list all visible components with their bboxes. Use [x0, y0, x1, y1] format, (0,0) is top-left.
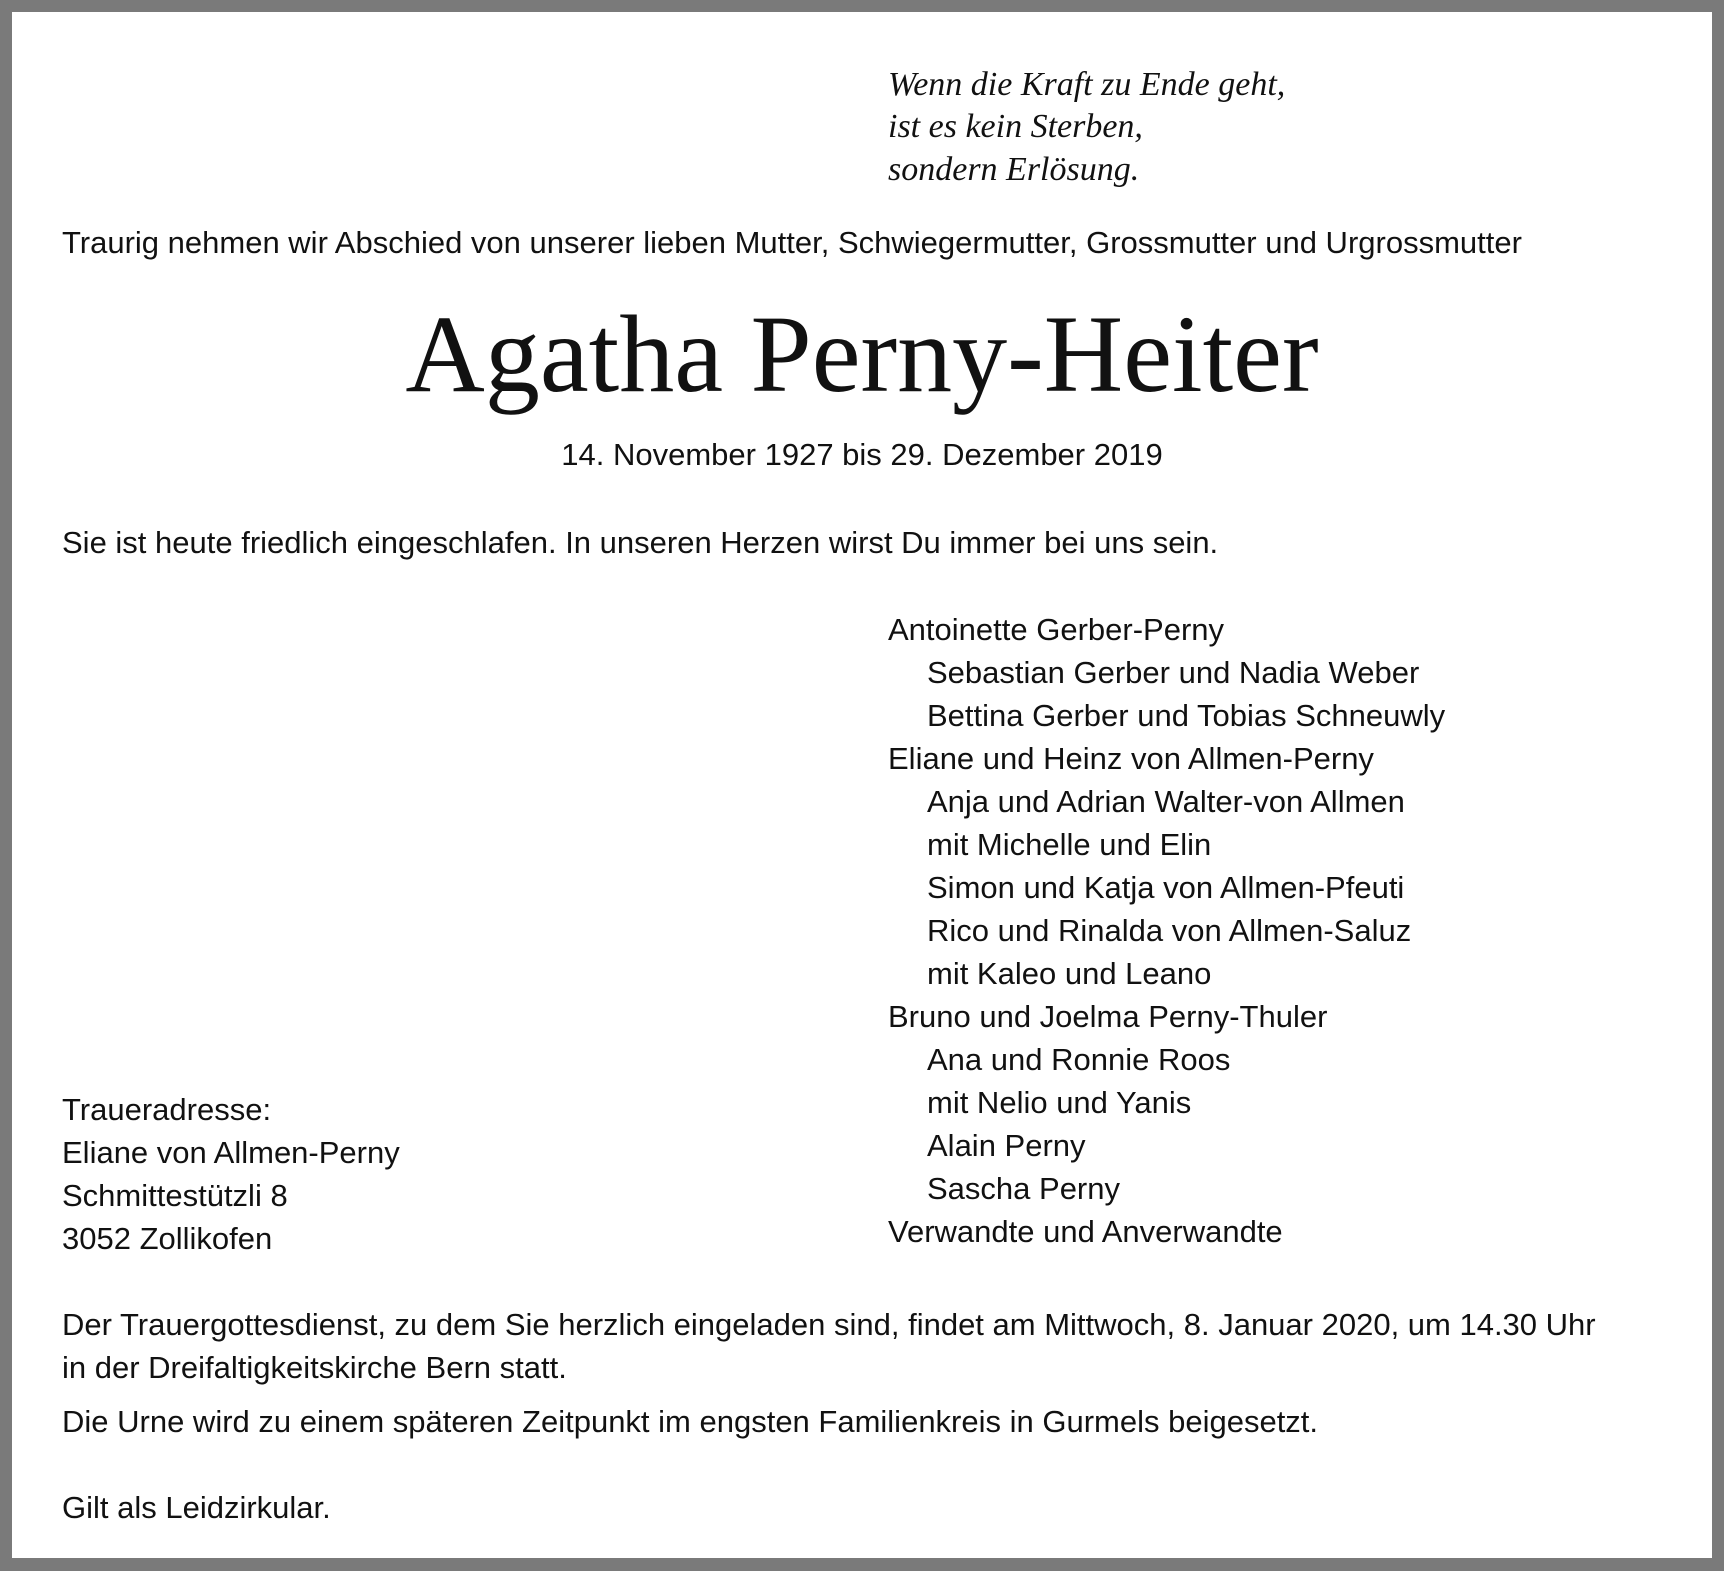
statement-text: Sie ist heute friedlich eingeschlafen. In unseren Herzen wirst Du immer bei uns sein.	[62, 525, 1219, 560]
family-member: Rico und Rinalda von Allmen-Saluz	[927, 913, 1412, 948]
address-line: 3052 Zollikofen	[62, 1221, 273, 1256]
family-member: Sascha Perny	[927, 1171, 1120, 1206]
family-member: mit Kaleo und Leano	[927, 956, 1212, 991]
family-member: Verwandte und Anverwandte	[888, 1214, 1283, 1249]
quote-line: ist es kein Sterben,	[888, 108, 1143, 145]
obituary-notice	[12, 12, 1712, 1558]
address-line: Eliane von Allmen-Perny	[62, 1135, 400, 1170]
family-member: mit Michelle und Elin	[927, 827, 1212, 862]
family-member: Antoinette Gerber-Perny	[888, 612, 1225, 647]
quote-line: Wenn die Kraft zu Ende geht,	[888, 66, 1286, 103]
family-member: Eliane und Heinz von Allmen-Perny	[888, 741, 1374, 776]
deceased-name: Agatha Perny-Heiter	[405, 293, 1319, 415]
family-member: Alain Perny	[927, 1128, 1086, 1163]
family-member: Bettina Gerber und Tobias Schneuwly	[927, 698, 1446, 733]
address-label: Traueradresse:	[62, 1092, 272, 1127]
family-member: mit Nelio und Yanis	[927, 1085, 1192, 1120]
family-member: Sebastian Gerber und Nadia Weber	[927, 655, 1420, 690]
intro-text: Traurig nehmen wir Abschied von unserer lieben Mutter, Schwiegermutter, Grossmutter und Urgrossmutter	[62, 225, 1522, 260]
family-member: Simon und Katja von Allmen-Pfeuti	[927, 870, 1405, 905]
life-dates: 14. November 1927 bis 29. Dezember 2019	[561, 437, 1163, 472]
circular-text: Gilt als Leidzirkular.	[62, 1490, 331, 1525]
family-member: Ana und Ronnie Roos	[927, 1042, 1231, 1077]
family-member: Bruno und Joelma Perny-Thuler	[888, 999, 1328, 1034]
quote-line: sondern Erlösung.	[888, 151, 1140, 188]
address-line: Schmittestützli 8	[62, 1178, 288, 1213]
family-member: Anja und Adrian Walter-von Allmen	[927, 784, 1405, 819]
service-text: Der Trauergottesdienst, zu dem Sie herzlich eingeladen sind, findet am Mittwoch, 8. Januar 2020, um 14.30 Uhr	[62, 1307, 1596, 1342]
service-text: in der Dreifaltigkeitskirche Bern statt.	[62, 1350, 567, 1385]
urn-text: Die Urne wird zu einem späteren Zeitpunkt im engsten Familienkreis in Gurmels beigesetzt.	[62, 1404, 1319, 1439]
